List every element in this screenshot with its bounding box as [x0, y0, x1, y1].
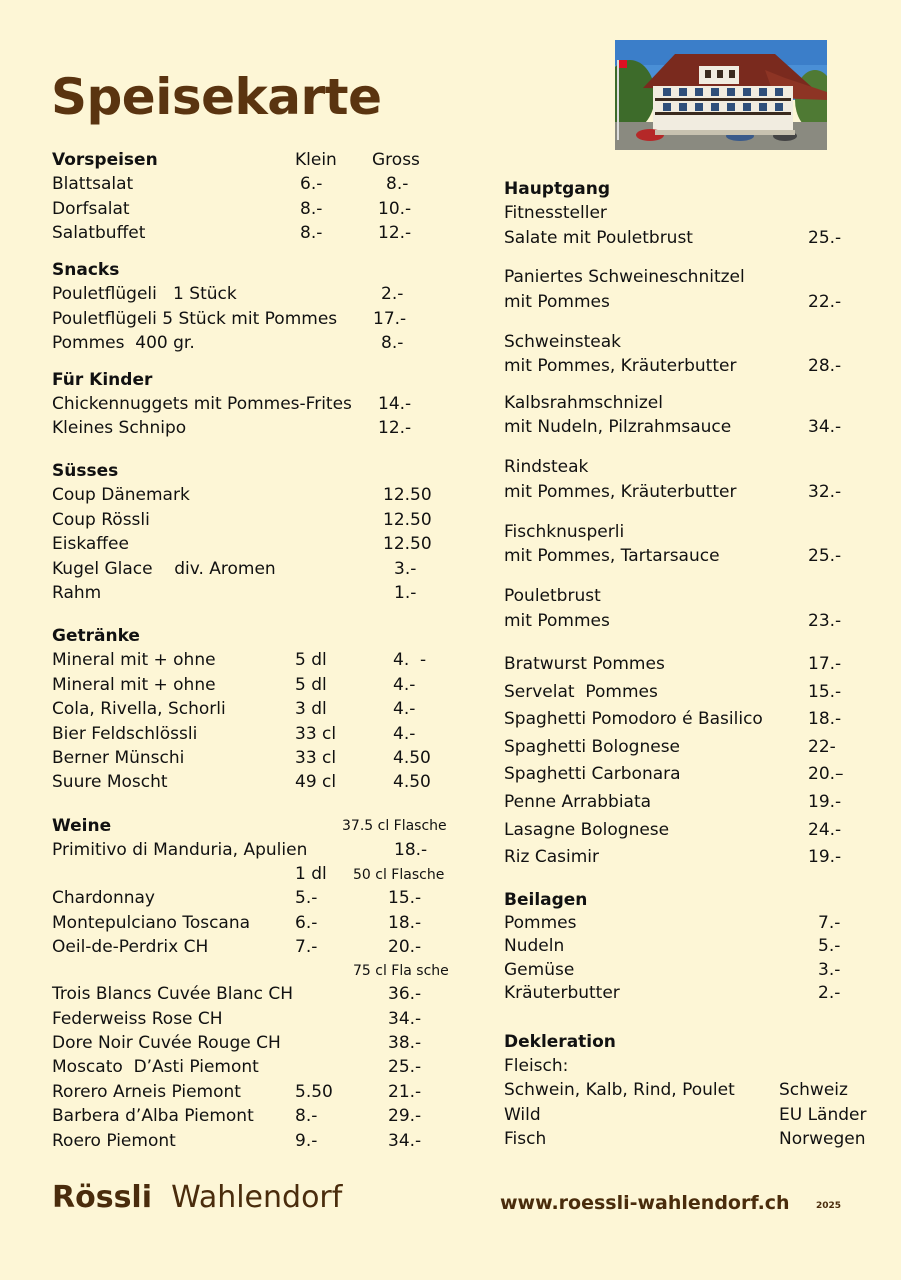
menu-item-name: Blattsalat	[52, 174, 134, 194]
menu-item-price: 4.-	[393, 675, 416, 695]
price-per-dl: 8.-	[295, 1106, 318, 1126]
deklaration-subheading: Fleisch:	[504, 1056, 569, 1076]
menu-item-price: 19.-	[808, 847, 842, 867]
meat-type: Wild	[504, 1105, 541, 1125]
menu-item-name: Bier Feldschlössli	[52, 724, 198, 744]
price-gross: 12.-	[378, 223, 412, 243]
bottle-size-label: 75 cl Fla sche	[353, 963, 449, 979]
bottle-size-label: 50 cl Flasche	[353, 867, 445, 883]
menu-item-price: 25.-	[808, 546, 842, 566]
menu-item-price: 25.-	[808, 228, 842, 248]
menu-item-name: Pommes	[504, 913, 577, 933]
menu-item-price: 24.-	[808, 820, 842, 840]
menu-item-name: Bratwurst Pommes	[504, 654, 665, 674]
drink-size: 5 dl	[295, 675, 327, 695]
dish-description: mit Pommes	[504, 292, 610, 312]
brand-name-bold: Rössli	[52, 1180, 152, 1215]
brand-location: Wahlendorf	[171, 1180, 343, 1215]
menu-item-price: 12.50	[383, 510, 432, 530]
building-illustration	[615, 40, 827, 150]
deklaration-heading: Dekleration	[504, 1032, 616, 1052]
menu-item-price: 18.-	[394, 840, 428, 860]
menu-item-name: Montepulciano Toscana	[52, 913, 251, 933]
meat-origin: Norwegen	[779, 1129, 866, 1149]
dish-name: Pouletbrust	[504, 586, 601, 606]
footer-year: 2025	[816, 1201, 842, 1211]
menu-item-name: Eiskaffee	[52, 534, 129, 554]
menu-item-name: Coup Dänemark	[52, 485, 190, 505]
price-gross: 8.-	[386, 174, 409, 194]
menu-item-price: 14.-	[378, 394, 412, 414]
beilagen-heading: Beilagen	[504, 890, 588, 910]
dish-name: Paniertes Schweineschnitzel	[504, 267, 745, 287]
menu-item-price: 7.-	[818, 913, 841, 933]
menu-item-price: 2.-	[818, 983, 841, 1003]
menu-item-price: 28.-	[808, 356, 842, 376]
menu-item-price: 4.-	[393, 699, 416, 719]
drink-size: 5 dl	[295, 650, 327, 670]
col-gross-header: Gross	[372, 150, 420, 170]
dish-name: Kalbsrahmschnizel	[504, 393, 663, 413]
vorspeisen-heading: Vorspeisen	[52, 150, 158, 170]
dish-description: mit Pommes, Tartarsauce	[504, 546, 720, 566]
menu-item-price: 5.-	[818, 936, 841, 956]
menu-item-name: Pouletflügeli 5 Stück mit Pommes	[52, 309, 338, 329]
dish-description: mit Pommes	[504, 611, 610, 631]
menu-item-price: 2.-	[381, 284, 404, 304]
drink-size: 3 dl	[295, 699, 327, 719]
meat-type: Fisch	[504, 1129, 547, 1149]
menu-item-price: 29.-	[388, 1106, 422, 1126]
menu-item-price: 3.-	[818, 960, 841, 980]
price-per-dl: 9.-	[295, 1131, 318, 1151]
website-link[interactable]: www.roessli-wahlendorf.ch	[500, 1192, 790, 1214]
footer-brand	[52, 1180, 342, 1215]
menu-item-price: 15.-	[388, 888, 422, 908]
menu-item-price: 38.-	[388, 1033, 422, 1053]
menu-item-price: 12.-	[378, 418, 412, 438]
menu-item-name: Kleines Schnipo	[52, 418, 187, 438]
menu-item-name: Lasagne Bolognese	[504, 820, 670, 840]
menu-item-price: 17.-	[373, 309, 407, 329]
menu-item-name: Roero Piemont	[52, 1131, 176, 1151]
menu-item-name: Spaghetti Carbonara	[504, 764, 681, 784]
meat-origin: Schweiz	[779, 1080, 848, 1100]
menu-item-name: Chardonnay	[52, 888, 155, 908]
menu-item-name: Barbera d’Alba Piemont	[52, 1106, 254, 1126]
dish-name: Fischknusperli	[504, 522, 625, 542]
menu-item-name: Moscato D’Asti Piemont	[52, 1057, 259, 1077]
menu-item-price: 34.-	[808, 417, 842, 437]
kinder-heading: Für Kinder	[52, 370, 153, 390]
menu-item-price: 3.-	[394, 559, 417, 579]
drink-size: 33 cl	[295, 748, 337, 768]
menu-item-price: 17.-	[808, 654, 842, 674]
menu-item-name: Gemüse	[504, 960, 575, 980]
menu-item-name: Pouletflügeli 1 Stück	[52, 284, 237, 304]
menu-item-name: Spaghetti Pomodoro é Basilico	[504, 709, 763, 729]
menu-item-name: Rorero Arneis Piemont	[52, 1082, 241, 1102]
menu-item-price: 4.-	[393, 724, 416, 744]
price-gross: 10.-	[378, 199, 412, 219]
meat-origin: EU Länder	[779, 1105, 867, 1125]
menu-item-name: Chickennuggets mit Pommes-Frites	[52, 394, 352, 414]
bottle-size-label: 37.5 cl Flasche	[342, 818, 447, 834]
price-per-dl: 5.50	[295, 1082, 333, 1102]
dish-description: mit Pommes, Kräuterbutter	[504, 356, 737, 376]
menu-item-price: 19.-	[808, 792, 842, 812]
menu-item-name: Coup Rössli	[52, 510, 150, 530]
dish-name: Fitnessteller	[504, 203, 607, 223]
price-per-dl: 5.-	[295, 888, 318, 908]
page-title: Speisekarte	[51, 68, 382, 126]
menu-item-name: Dore Noir Cuvée Rouge CH	[52, 1033, 281, 1053]
menu-item-name: Nudeln	[504, 936, 565, 956]
menu-item-name: Salatbuffet	[52, 223, 146, 243]
hauptgang-heading: Hauptgang	[504, 179, 611, 199]
menu-item-name: Pommes 400 gr.	[52, 333, 195, 353]
getraenke-heading: Getränke	[52, 626, 140, 646]
menu-item-price: 34.-	[388, 1131, 422, 1151]
menu-item-name: Trois Blancs Cuvée Blanc CH	[52, 984, 294, 1004]
menu-item-name: Servelat Pommes	[504, 682, 658, 702]
menu-item-price: 1.-	[394, 583, 417, 603]
menu-item-price: 20.-	[388, 937, 422, 957]
price-klein: 6.-	[300, 174, 323, 194]
drink-size: 49 cl	[295, 772, 337, 792]
menu-item-price: 20.–	[808, 764, 844, 784]
menu-item-price: 22-	[808, 737, 836, 757]
menu-item-price: 12.50	[383, 485, 432, 505]
drink-size: 33 cl	[295, 724, 337, 744]
menu-item-name: Mineral mit + ohne	[52, 675, 216, 695]
weine-heading: Weine	[52, 816, 112, 836]
menu-item-price: 4.50	[393, 748, 431, 768]
col-klein-header: Klein	[295, 150, 337, 170]
menu-item-price: 8.-	[381, 333, 404, 353]
price-per-dl: 6.-	[295, 913, 318, 933]
menu-item-price: 18.-	[388, 913, 422, 933]
menu-item-price: 4. -	[393, 650, 427, 670]
menu-item-name: Berner Münschi	[52, 748, 185, 768]
menu-item-name: Kugel Glace div. Aromen	[52, 559, 276, 579]
menu-item-name: Dorfsalat	[52, 199, 130, 219]
menu-item-name: Mineral mit + ohne	[52, 650, 216, 670]
price-klein: 8.-	[300, 199, 323, 219]
menu-item-price: 25.-	[388, 1057, 422, 1077]
menu-item-price: 15.-	[808, 682, 842, 702]
menu-item-name: Rahm	[52, 583, 102, 603]
menu-item-price: 12.50	[383, 534, 432, 554]
menu-item-price: 36.-	[388, 984, 422, 1004]
menu-item-name: Suure Moscht	[52, 772, 168, 792]
menu-item-name: Oeil-de-Perdrix CH	[52, 937, 209, 957]
dish-description: Salate mit Pouletbrust	[504, 228, 693, 248]
menu-item-price: 18.-	[808, 709, 842, 729]
meat-type: Schwein, Kalb, Rind, Poulet	[504, 1080, 735, 1100]
menu-item-price: 21.-	[388, 1082, 422, 1102]
dish-description: mit Pommes, Kräuterbutter	[504, 482, 737, 502]
price-per-dl: 7.-	[295, 937, 318, 957]
menu-item-name: Penne Arrabbiata	[504, 792, 652, 812]
suesses-heading: Süsses	[52, 461, 119, 481]
menu-item-name: Primitivo di Manduria, Apulien	[52, 840, 308, 860]
glass-size-label: 1 dl	[295, 864, 327, 884]
menu-item-name: Cola, Rivella, Schorli	[52, 699, 226, 719]
menu-item-name: Riz Casimir	[504, 847, 600, 867]
menu-item-price: 32.-	[808, 482, 842, 502]
menu-item-name: Federweiss Rose CH	[52, 1009, 223, 1029]
menu-item-name: Spaghetti Bolognese	[504, 737, 681, 757]
menu-item-price: 23.-	[808, 611, 842, 631]
menu-item-price: 34.-	[388, 1009, 422, 1029]
dish-name: Schweinsteak	[504, 332, 622, 352]
menu-item-name: Kräuterbutter	[504, 983, 620, 1003]
dish-name: Rindsteak	[504, 457, 589, 477]
menu-item-price: 22.-	[808, 292, 842, 312]
price-klein: 8.-	[300, 223, 323, 243]
menu-item-price: 4.50	[393, 772, 431, 792]
snacks-heading: Snacks	[52, 260, 120, 280]
restaurant-photo	[615, 40, 827, 150]
dish-description: mit Nudeln, Pilzrahmsauce	[504, 417, 732, 437]
